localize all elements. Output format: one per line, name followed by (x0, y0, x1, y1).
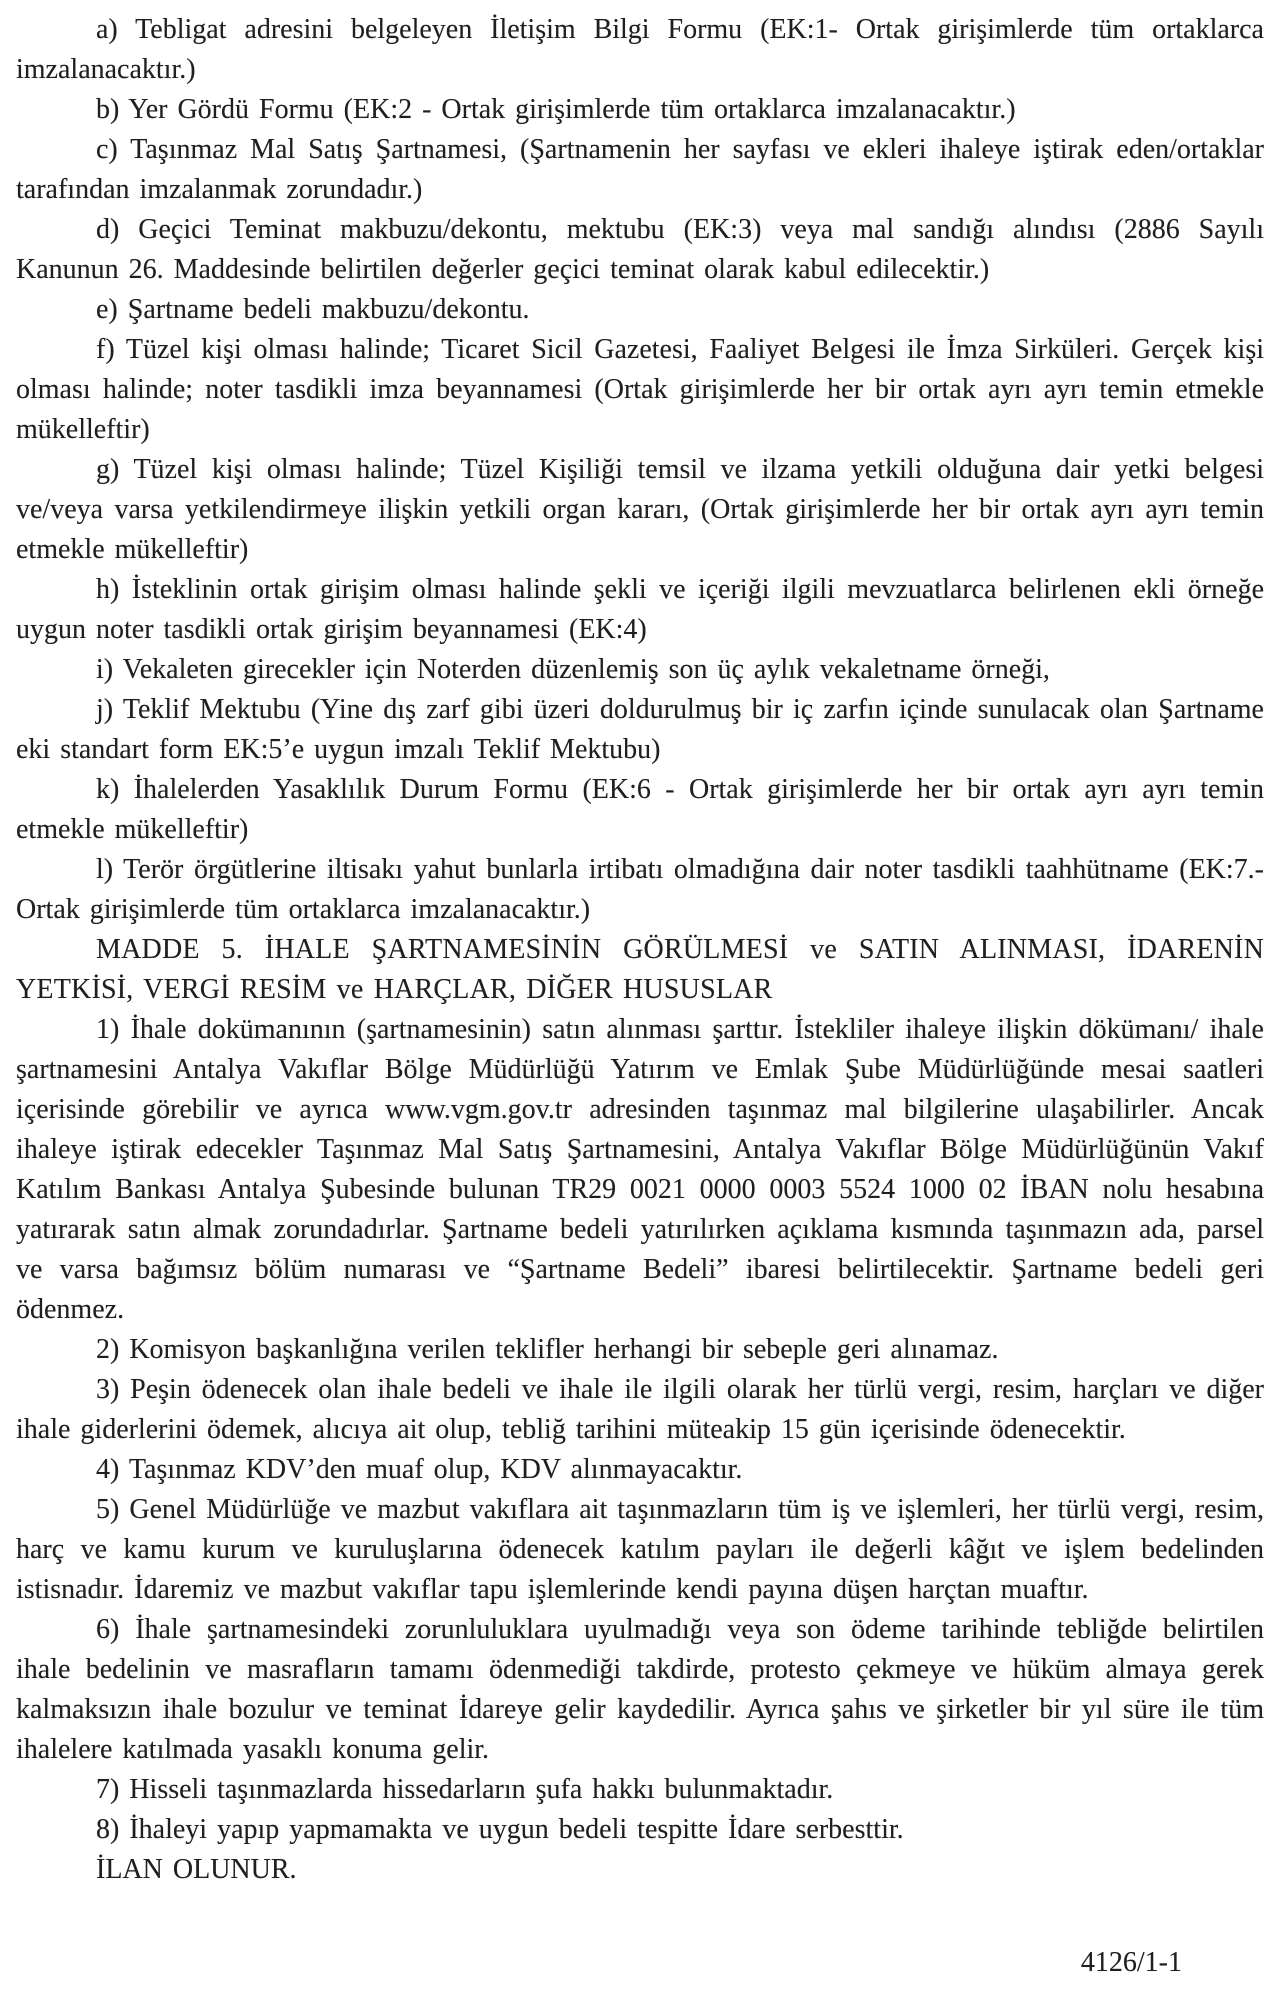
ilan-olunur-line: İLAN OLUNUR. (96, 1854, 297, 1885)
item-a: a) Tebligat adresini belgeleyen İletişim Bilgi Formu (EK:1- Ortak girişimlerde tüm ortaklarca imzalanacaktır.) (16, 14, 1264, 85)
item-c: c) Taşınmaz Mal Satış Şartnamesi, (Şartnamenin her sayfası ve ekleri ihaleye iştirak eden/ortaklar tarafından imzalanmak zorundadır.) (16, 134, 1264, 205)
item-j: j) Teklif Mektubu (Yine dış zarf gibi üzeri doldurulmuş bir iç zarfın içinde sunulacak olan Şartname eki standart form EK:5’e uygun imzalı Teklif Mektubu) (16, 694, 1264, 765)
clause-1: 1) İhale dokümanının (şartnamesinin) satın alınması şarttır. İstekliler ihaleye ilişkin dökümanı/ ihale şartnamesini Antalya Vakıflar Bölge Müdürlüğü Yatırım ve Emlak Şube Müdürlüğünde mesai saatleri içerisinde görebilir ve ayrıca www.vgm.gov.tr adresinden taşınmaz mal bilgilerine ulaşabilirler. Ancak ihaleye iştirak edecekler Taşınmaz Mal Satış Şartnamesini, Antalya Vakıflar Bölge Müdürlüğünün Vakıf Katılım Bankası Antalya Şubesinde bulunan TR29 0021 0000 0003 5524 1000 02 İBAN nolu hesabına yatırarak satın almak zorundadırlar. Şartname bedeli yatırılırken açıklama kısmında taşınmazın ada, parsel ve varsa bağımsız bölüm numarası ve “Şartname Bedeli” ibaresi belirtilecektir. Şartname bedeli geri ödenmez. (16, 1014, 1264, 1325)
item-e: e) Şartname bedeli makbuzu/dekontu. (96, 294, 530, 325)
item-h: h) İsteklinin ortak girişim olması halinde şekli ve içeriği ilgili mevzuatlarca belirlenen ekli örneğe uygun noter tasdikli ortak girişim beyannamesi (EK:4) (16, 574, 1264, 645)
clause-5: 5) Genel Müdürlüğe ve mazbut vakıflara ait taşınmazların tüm iş ve işlemleri, her türlü vergi, resim, harç ve kamu kurum ve kuruluşlarına ödenecek katılım payları ile değerli kâğıt ve işlem bedelinden istisnadır. İdaremiz ve mazbut vakıflar tapu işlemlerinde kendi payına düşen harçtan muaftır. (16, 1494, 1264, 1605)
clause-2: 2) Komisyon başkanlığına verilen teklifler herhangi bir sebeple geri alınamaz. (96, 1334, 999, 1365)
item-i: i) Vekaleten girecekler için Noterden düzenlemiş son üç aylık vekaletname örneği, (96, 654, 1050, 685)
doc-number: 4126/1-1 (1080, 1947, 1182, 1978)
item-f: f) Tüzel kişi olması halinde; Ticaret Sicil Gazetesi, Faaliyet Belgesi ile İmza Sirküleri. Gerçek kişi olması halinde; noter tasdikli imza beyannamesi (Ortak girişimlerde her bir ortak ayrı ayrı temin etmekle mükelleftir) (16, 334, 1264, 445)
clause-6: 6) İhale şartnamesindeki zorunluluklara uyulmadığı veya son ödeme tarihinde tebliğde belirtilen ihale bedelinin ve masrafların tamamı ödenmediği takdirde, protesto çekmeye ve hüküm almaya gerek kalmaksızın ihale bozulur ve teminat İdareye gelir kaydedilir. Ayrıca şahıs ve şirketler bir yıl süre ile tüm ihalelere katılmada yasaklı konuma gelir. (16, 1614, 1264, 1765)
clause-7: 7) Hisseli taşınmazlarda hissedarların şufa hakkı bulunmaktadır. (96, 1774, 834, 1805)
clause-8: 8) İhaleyi yapıp yapmamakta ve uygun bedeli tespitte İdare serbesttir. (96, 1814, 904, 1845)
madde-5-heading: MADDE 5. İHALE ŞARTNAMESİNİN GÖRÜLMESİ ve SATIN ALINMASI, İDARENİN YETKİSİ, VERGİ RESİM ve HARÇLAR, DİĞER HUSUSLAR (16, 934, 1264, 1005)
item-k: k) İhalelerden Yasaklılık Durum Formu (EK:6 - Ortak girişimlerde her bir ortak ayrı ayrı temin etmekle mükelleftir) (16, 774, 1264, 845)
clause-4: 4) Taşınmaz KDV’den muaf olup, KDV alınmayacaktır. (96, 1454, 743, 1485)
item-g: g) Tüzel kişi olması halinde; Tüzel Kişiliği temsil ve ilzama yetkili olduğuna dair yetki belgesi ve/veya varsa yetkilendirmeye ilişkin yetkili organ kararı, (Ortak girişimlerde her bir ortak ayrı ayrı temin etmekle mükelleftir) (16, 454, 1264, 565)
item-l: l) Terör örgütlerine iltisakı yahut bunlarla irtibatı olmadığına dair noter tasdikli taahhütname (EK:7.- Ortak girişimlerde tüm ortaklarca imzalanacaktır.) (16, 854, 1264, 925)
item-d: d) Geçici Teminat makbuzu/dekontu, mektubu (EK:3) veya mal sandığı alındısı (2886 Sayılı Kanunun 26. Maddesinde belirtilen değerler geçici teminat olarak kabul edilecektir.) (16, 214, 1264, 285)
clause-3: 3) Peşin ödenecek olan ihale bedeli ve ihale ile ilgili olarak her türlü vergi, resim, harçları ve diğer ihale giderlerini ödemek, alıcıya ait olup, tebliğ tarihini müteakip 15 gün içerisinde ödenecektir. (16, 1374, 1264, 1445)
item-b: b) Yer Gördü Formu (EK:2 - Ortak girişimlerde tüm ortaklarca imzalanacaktır.) (96, 94, 1016, 125)
